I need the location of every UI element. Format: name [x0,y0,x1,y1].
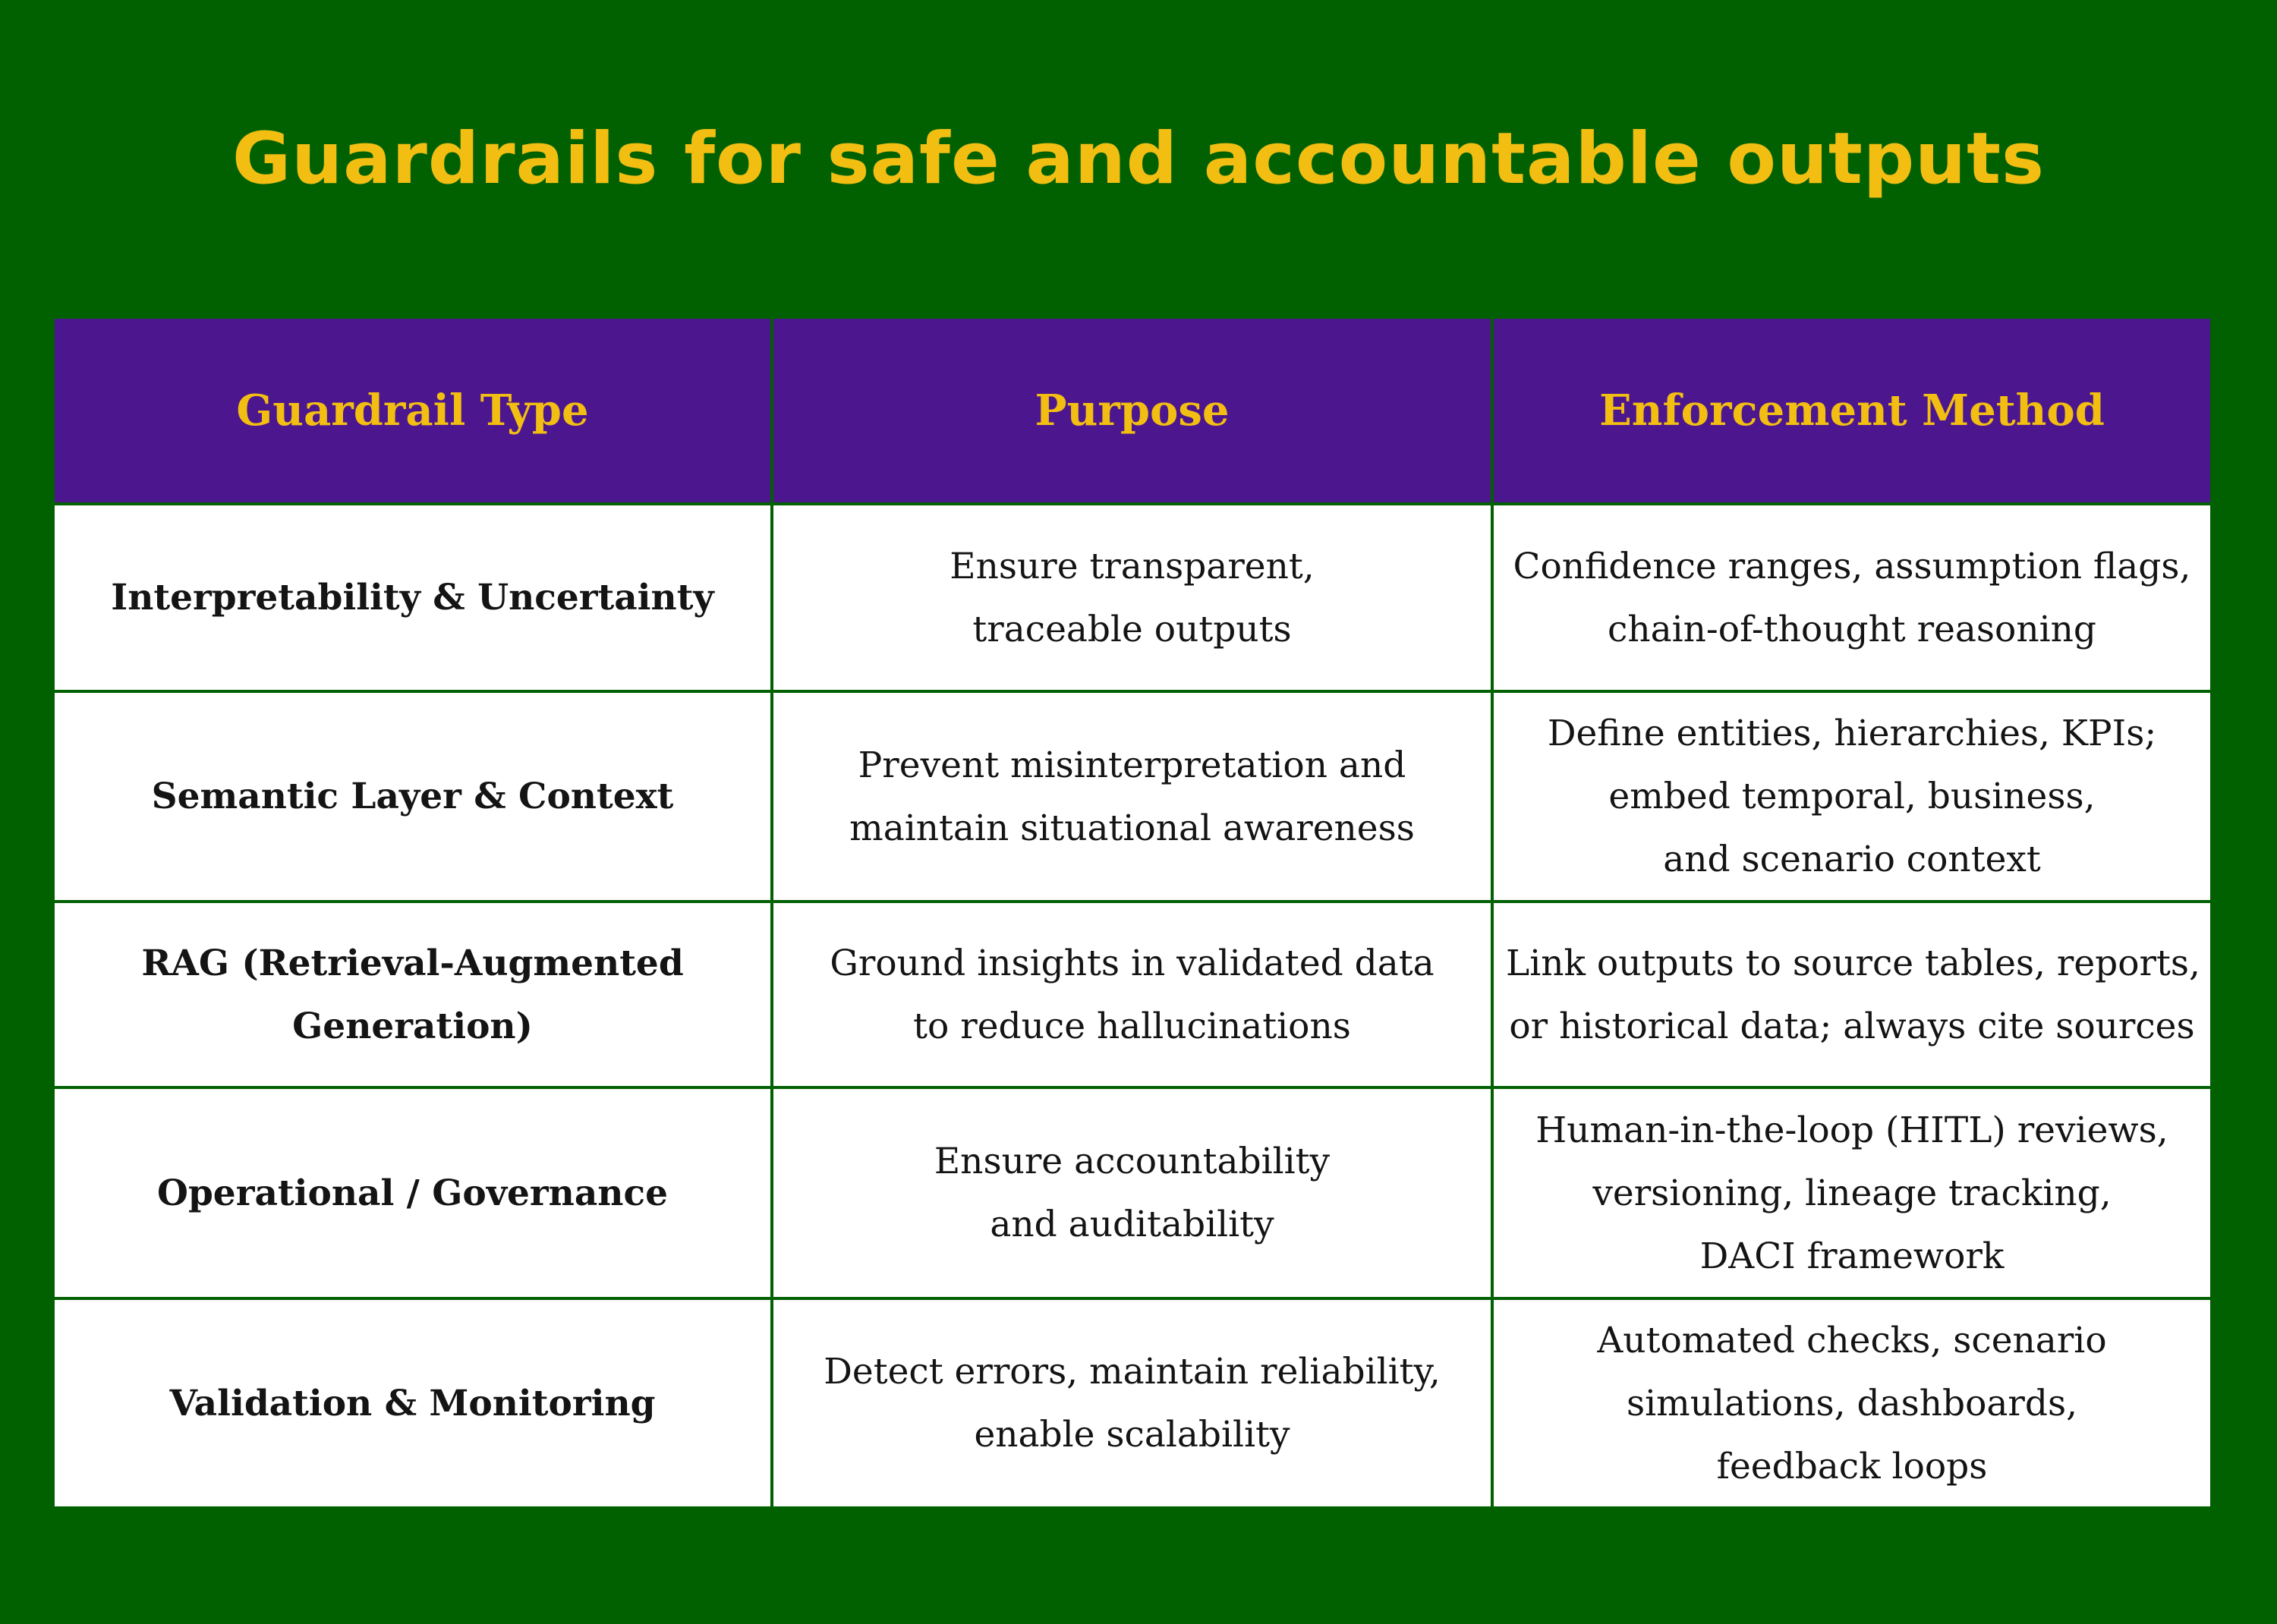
cell-line: Generation) [292,1005,533,1047]
table-header [53,317,2212,504]
cell-line: Confidence ranges, assumption flags, [1513,545,2191,587]
guardrail-type-cell [53,902,772,1087]
cell-line: to reduce hallucinations [913,1005,1351,1047]
cell-line: Ensure transparent, [950,545,1315,587]
cell-line: Detect errors, maintain reliability, [824,1351,1441,1393]
purpose-cell [772,902,1492,1087]
purpose-cell [772,504,1492,691]
header-enforcement-method: Enforcement Method [1492,317,2212,504]
guardrail-type-cell [53,504,772,691]
cell-line: versioning, lineage tracking, [1592,1172,2112,1214]
cell-line: chain-of-thought reasoning [1608,608,2096,650]
purpose-cell [772,1298,1492,1508]
cell-line: Validation & Monitoring [169,1382,656,1424]
cell-line: RAG (Retrieval-Augmented [141,942,684,984]
header-purpose: Purpose [772,317,1492,504]
purpose-cell [772,1087,1492,1298]
cell-line: Ensure accountability [934,1141,1331,1182]
enforcement-cell [1492,691,2212,902]
table-body [53,504,2212,1508]
cell-line: Operational / Governance [157,1172,668,1214]
cell-line: DACI framework [1699,1235,2005,1277]
page-title: Guardrails for safe and accountable outputs [232,118,2045,200]
cell-line: Interpretability & Uncertainty [111,577,714,618]
header-guardrail-type: Guardrail Type [53,317,772,504]
enforcement-cell [1492,902,2212,1087]
cell-line: Prevent misinterpretation and [858,744,1406,786]
cell-line: and scenario context [1663,839,2041,880]
cell-line: simulations, dashboards, [1626,1382,2078,1424]
cell-line: or historical data; always cite sources [1509,1005,2195,1047]
cell-line: Define entities, hierarchies, KPIs; [1547,713,2157,754]
guardrail-type-cell [53,691,772,902]
table-row [53,504,2212,691]
guardrail-type-cell [53,1087,772,1298]
guardrails-table [52,316,2213,1509]
guardrail-type-cell [53,1298,772,1508]
cell-line: enable scalability [974,1414,1290,1456]
cell-line: Link outputs to source tables, reports, [1506,942,2200,984]
enforcement-cell [1492,1298,2212,1508]
table-row [53,691,2212,902]
cell-line: maintain situational awareness [849,807,1415,849]
table-row [53,902,2212,1087]
header-row [53,317,2212,504]
cell-line: feedback loops [1716,1445,1988,1487]
cell-line: embed temporal, business, [1608,776,2096,817]
cell-line: Semantic Layer & Context [151,776,674,817]
enforcement-cell [1492,1087,2212,1298]
cell-line: Human-in-the-loop (HITL) reviews, [1535,1109,2168,1151]
table-row [53,1087,2212,1298]
purpose-cell [772,691,1492,902]
cell-line: Ground insights in validated data [830,942,1435,984]
table-row [53,1298,2212,1508]
cell-line: and auditability [990,1204,1274,1245]
enforcement-cell [1492,504,2212,691]
cell-line: Automated checks, scenario [1597,1319,2107,1361]
cell-line: traceable outputs [972,608,1292,650]
